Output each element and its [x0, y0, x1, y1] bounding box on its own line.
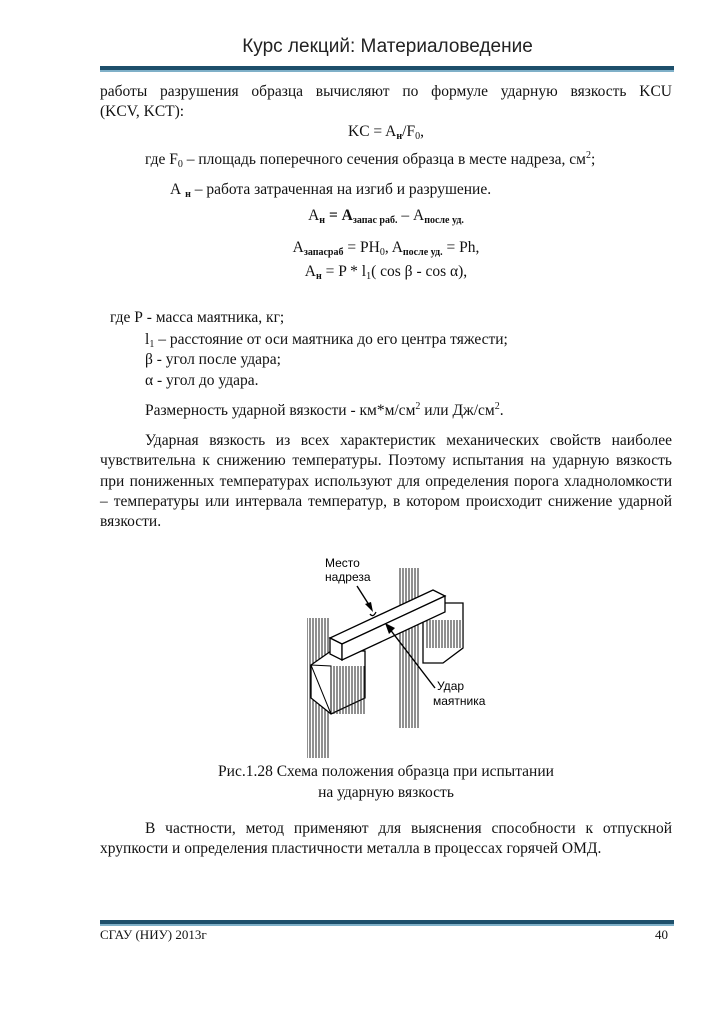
f0-definition [145, 150, 595, 170]
def-l1 [145, 330, 508, 350]
f-text: = PH [343, 239, 380, 256]
f-sub: 0 [379, 247, 385, 258]
f-sub: 0 [177, 159, 183, 170]
f-text: /F [402, 123, 416, 140]
label-hit-1: Удар [437, 679, 465, 693]
formula-an [100, 206, 672, 226]
page-number: 40 [655, 927, 668, 942]
f-sub: н [396, 131, 403, 142]
f-text: – расстояние от оси маятника до его центра тяжести; [154, 331, 508, 348]
f-text: ; [590, 151, 596, 168]
f-sub: 1 [149, 339, 155, 350]
figure-caption-1: Рис.1.28 Схема положения образца при испытании [218, 763, 554, 780]
paragraph-application: В частности, метод применяют для выяснения способности к отпускной хрупкости и определения пластичности металла в процессах горячей ОМД. [100, 820, 672, 858]
f-text: = P * l [321, 263, 367, 280]
impact-test-diagram [285, 548, 505, 758]
an-definition [170, 180, 491, 200]
formula-azap [100, 238, 672, 258]
f-text: . [499, 402, 504, 419]
f-sub: н [316, 271, 322, 282]
f-sub: запас раб. [352, 215, 398, 226]
f-sup: 2 [415, 401, 421, 412]
f-text: – площадь поперечного сечения образца в месте надреза, см [182, 151, 586, 168]
footer-institution: СГАУ (НИУ) 2013г [100, 927, 207, 942]
f-text: где F [145, 151, 178, 168]
f-text: A [304, 263, 316, 280]
f-text: A [308, 207, 320, 224]
formula-an-p [100, 262, 672, 282]
f-text: Размерность ударной вязкости - км*м/см [145, 402, 416, 419]
f-text: , A [384, 239, 403, 256]
footer-rule-light [100, 924, 674, 926]
f-text: ( cos β - cos α), [371, 263, 468, 280]
figure-caption-2: на ударную вязкость [318, 784, 454, 801]
f-text: – A [397, 207, 425, 224]
f-sup: 2 [494, 401, 500, 412]
def-p: где Р - масса маятника, кг; [110, 309, 285, 326]
label-hit-2: маятника [433, 694, 486, 708]
paragraph-impact-temperature: Ударная вязкость из всех характеристик механических свойств наиболее чувствительна к снижению температуры. Поэтому испытания на ударную вязкость при пониженных температурах используют для определения порога хладноломкости – температуры или интервала температур, в котором происходит снижение ударной вязкости. [100, 432, 672, 531]
notch [370, 612, 376, 616]
f-sub: 1 [366, 271, 372, 282]
f-text: = A [325, 207, 353, 224]
f-sub: н [185, 189, 191, 200]
f-sup: 2 [585, 150, 591, 161]
f-sub: н [319, 215, 326, 226]
page-header-title: Курс лекций: Материаловедение [242, 36, 533, 57]
f-sub: после уд. [424, 215, 464, 226]
f-text: l [145, 331, 150, 348]
f-text: А [170, 181, 186, 198]
f-sub: после уд. [402, 247, 443, 258]
def-alpha: α - угол до удара. [145, 372, 259, 389]
intro-line-2: (KCV, KCT): [100, 103, 185, 120]
f-sub: 0 [415, 131, 421, 142]
def-units [145, 401, 504, 421]
formula-kc [100, 122, 672, 142]
f-text: KC = A [348, 123, 397, 140]
label-notch-1: Место [325, 556, 360, 570]
right-support-hatch [399, 568, 419, 728]
intro-line-1: работы разрушения образца вычисляют по формуле ударную вязкость KCU [100, 83, 672, 100]
def-beta: β - угол после удара; [145, 351, 281, 368]
f-text: A [292, 239, 304, 256]
f-text: , [420, 123, 424, 140]
label-notch-2: надреза [325, 570, 371, 584]
f-text: или Дж/см [420, 402, 495, 419]
header-rule-light [100, 70, 674, 72]
f-sub: запасраб [303, 247, 344, 258]
f-text: – работа затраченная на изгиб и разрушение. [190, 181, 492, 198]
f-text: = Ph, [442, 239, 480, 256]
